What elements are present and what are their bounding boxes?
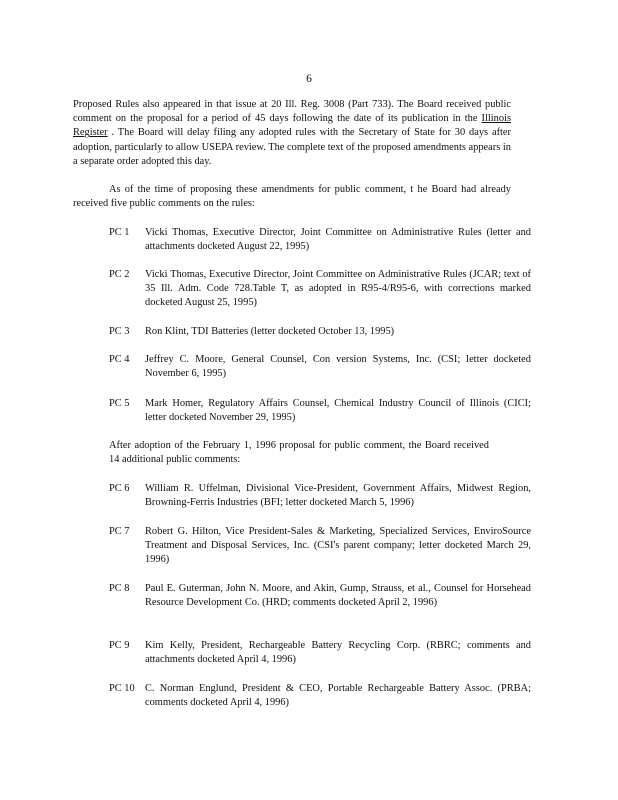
public-comment-item — [109, 682, 531, 710]
public-comment-item — [109, 353, 531, 381]
pc-label: PC 1 — [109, 227, 130, 238]
pc-label: PC 6 — [109, 483, 130, 494]
public-comment-item — [109, 582, 531, 610]
pc-text: Vicki Thomas, Executive Director, Joint Committee on Administrative Rules (letter and attachments docketed August 22, 1995) — [145, 227, 531, 253]
pc-label: PC 3 — [109, 326, 130, 337]
page-number: 6 — [306, 73, 312, 85]
public-comment-item — [109, 639, 531, 667]
pc-text: Jeffrey C. Moore, General Counsel, Con version Systems, Inc. (CSI; letter docketed November 6, 1995) — [145, 354, 531, 380]
pc-text: Mark Homer, Regulatory Affairs Counsel, Chemical Industry Council of Illinois (CICI; letter docketed November 29, 1995) — [145, 398, 531, 424]
pc-label: PC 8 — [109, 583, 130, 594]
public-comment-item — [109, 325, 531, 339]
proposing-text: As of the time of proposing these amendments for public comment, t he Board had already received five public comments on the rules: — [73, 184, 511, 210]
intro-text-start: Proposed Rules also appeared in that issue at 20 Ill. Reg. 3008 (Part 733). The Board received public comment on the proposal for a period of 45 days following the date of its publication in the — [73, 99, 511, 125]
pc-text: William R. Uffelman, Divisional Vice-President, Government Affairs, Midwest Region, Browning-Ferris Industries (BFI; letter docketed March 5, 1996) — [145, 483, 531, 509]
pc-text: Ron Klint, TDI Batteries (letter docketed October 13, 1995) — [145, 326, 395, 337]
pc-text: Paul E. Guterman, John N. Moore, and Akin, Gump, Strauss, et al., Counsel for Horsehead Resource Development Co. (HRD; comments docketed April 2, 1996) — [145, 583, 531, 609]
pc-text: Robert G. Hilton, Vice President-Sales & Marketing, Specialized Services, EnviroSource Treatment and Disposal Services, Inc. (CSI's parent company; letter docketed March 29, 1996) — [145, 526, 531, 566]
intro-paragraph — [73, 98, 511, 169]
pc-text: Kim Kelly, President, Rechargeable Battery Recycling Corp. (RBRC; comments and attachments docketed April 4, 1996) — [145, 640, 531, 666]
public-comment-item — [109, 525, 531, 568]
pc-label: PC 10 — [109, 683, 135, 694]
proposing-paragraph — [73, 183, 511, 211]
pc-text: Vicki Thomas, Executive Director, Joint Committee on Administrative Rules (JCAR; text of 35 Ill. Adm. Code 728.Table T, as adopted in R95-4/R95-6, with corrections marked docketed August 25, 1995) — [145, 269, 531, 309]
public-comment-item — [109, 226, 531, 254]
pc-label: PC 9 — [109, 640, 130, 651]
pc-label: PC 5 — [109, 398, 130, 409]
pc-label: PC 2 — [109, 269, 130, 280]
public-comment-item — [109, 268, 531, 311]
illinois-register-title: Illinois Register — [73, 113, 511, 139]
adoption-paragraph: After adoption of the February 1, 1996 proposal for public comment, the Board received 14 additional public comments: — [109, 440, 489, 466]
public-comment-item — [109, 482, 531, 510]
intro-text-end: . The Board will delay filing any adopted rules with the Secretary of State for 30 days after adoption, particularly to allow USEPA review. The complete text of the proposed amendments appears in a separate order adopted this day. — [73, 127, 511, 167]
pc-text: C. Norman Englund, President & CEO, Portable Rechargeable Battery Assoc. (PRBA; comments docketed April 4, 1996) — [145, 683, 531, 709]
public-comment-item — [109, 397, 531, 425]
pc-label: PC 4 — [109, 354, 130, 365]
pc-label: PC 7 — [109, 526, 130, 537]
